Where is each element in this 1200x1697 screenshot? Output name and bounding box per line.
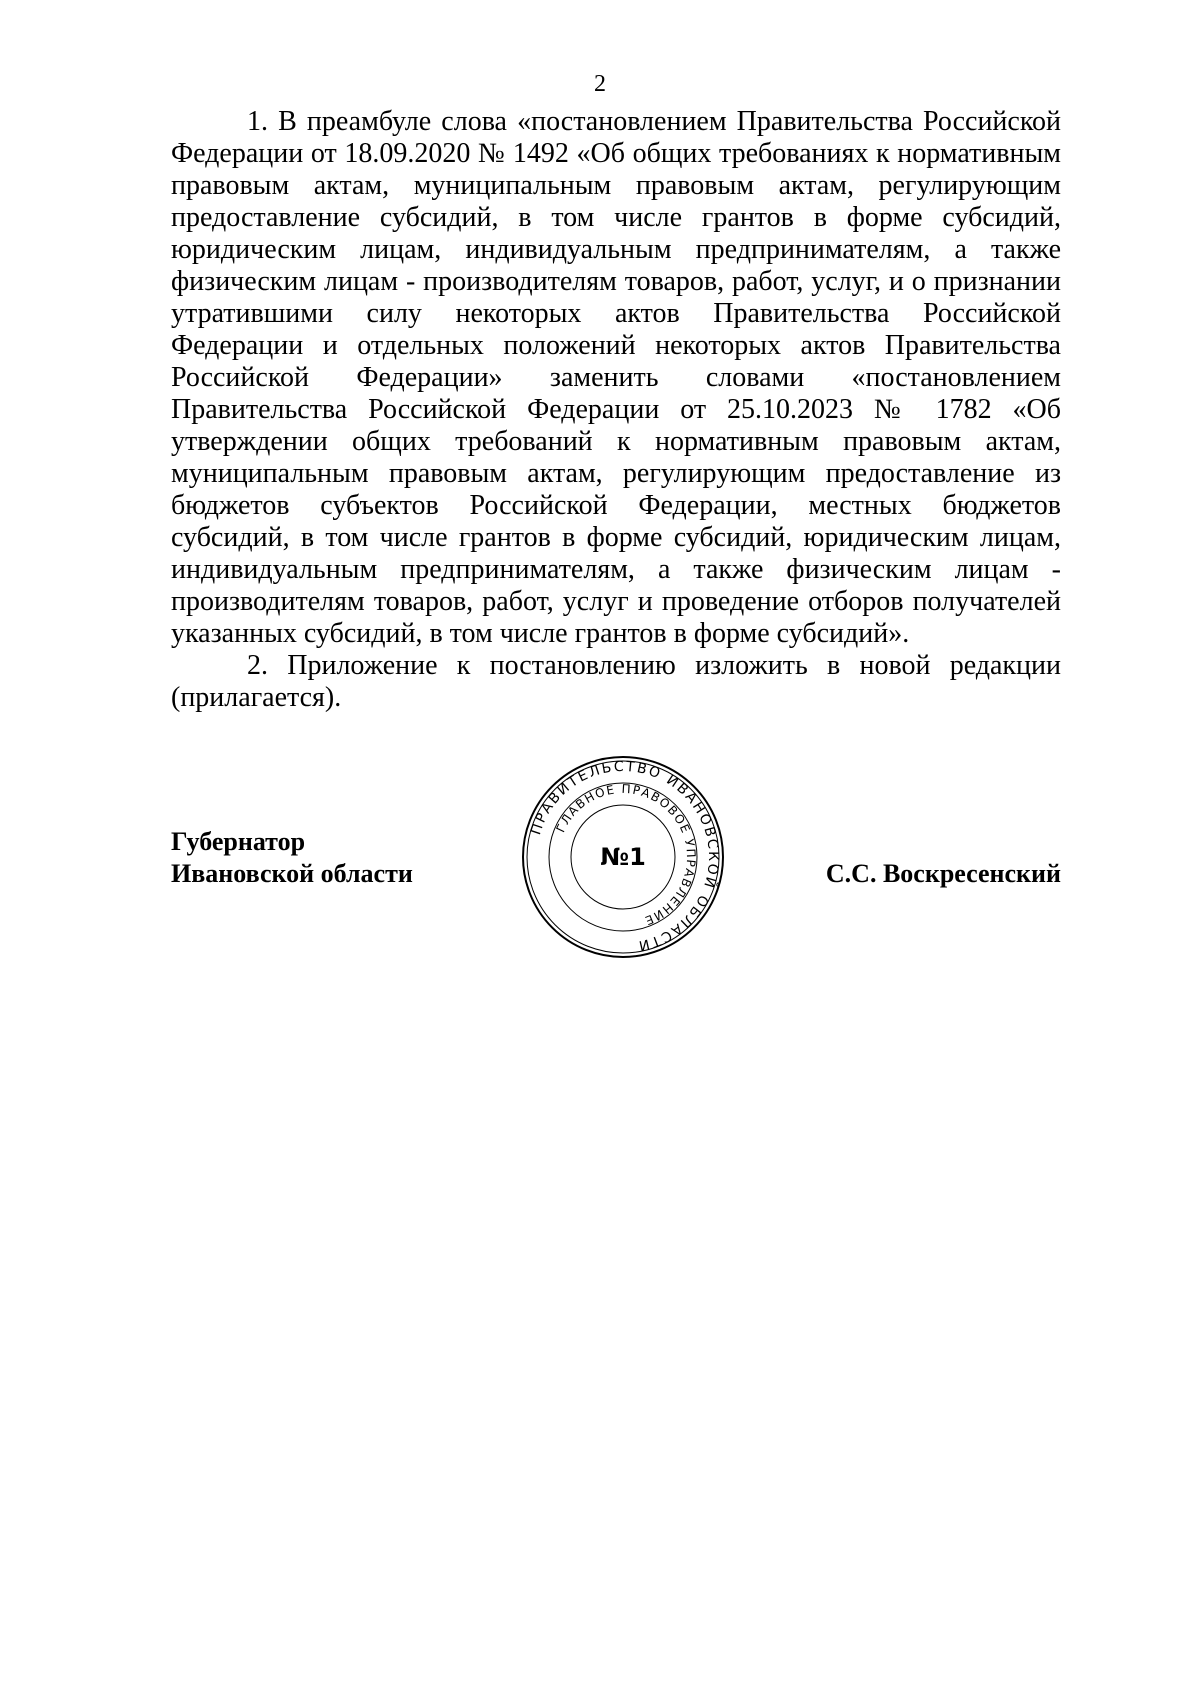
stamp-inner-text: ГЛАВНОЕ ПРАВОВОЕ УПРАВЛЕНИЕ [553, 781, 699, 929]
signer-position-line-2: Ивановской области [171, 859, 413, 888]
paragraph-1: 1. В преамбуле слова «постановлением Правительства Российской Федерации от 18.09.2020 № 1492 «Об общих требованиях к нормативным правовым актам, муниципальным правовым актам, регулирующим предоставление субсидий, в том числе грантов в форме субсидий, юридическим лицам, индивидуальным предпринимателям, а также физическим лицам - производителям товаров, работ, услуг, и о признании утратившими силу некоторых актов Правительства Российской Федерации и отдельных положений некоторых актов Правительства Российской Федерации» заменить словами «постановлением Правительства Российской Федерации от 25.10.2023 № 1782 «Об утверждении общих требований к нормативным правовым актам, муниципальным правовым актам, регулирующим предоставление из бюджетов субъектов Российской Федерации, местных бюджетов субсидий, в том числе грантов в форме субсидий, юридическим лицам, индивидуальным предпринимателям, а также физическим лицам - производителям товаров, работ, услуг и проведение отборов получателей указанных субсидий, в том числе грантов в форме субсидий». [171, 106, 1061, 649]
page-number: 2 [594, 71, 606, 97]
official-stamp [518, 752, 728, 962]
signer-name: С.С. Воскресенский [825, 859, 1061, 888]
stamp-number: №1 [600, 843, 646, 871]
document-body [171, 106, 1061, 714]
signer-position [171, 826, 413, 890]
paragraph-2: 2. Приложение к постановлению изложить в новой редакции (прилагается). [171, 650, 1061, 713]
signer-position-line-1: Губернатор [171, 827, 306, 856]
stamp-outer-text: ПРАВИТЕЛЬСТВО ИВАНОВСКОЙ ОБЛАСТИ [528, 758, 722, 954]
